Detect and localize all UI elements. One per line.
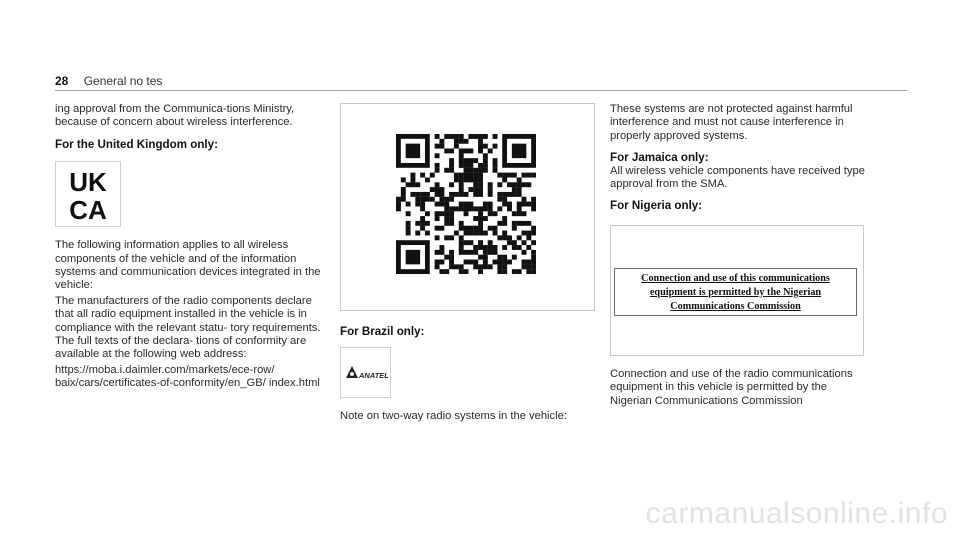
column-middle — [340, 103, 596, 426]
ukca-line1: UK — [69, 167, 107, 198]
info-paragraph: The following information applies to all wireless components of the vehicle and of the information systems and communication devices integrated in the vehicle: — [55, 239, 321, 292]
qr-code-icon — [396, 134, 536, 274]
qr-code-frame — [340, 103, 595, 311]
nigeria-label-line2: equipment is permitted by the Nigerian — [649, 286, 822, 298]
radio-note: Note on two-way radio systems in the vehicle: — [340, 410, 567, 423]
nigeria-label-frame — [610, 225, 864, 356]
intro-paragraph: ing approval from the Communica‐tions Ministry, because of concern about wireless interference. — [55, 103, 295, 129]
nigeria-text: Connection and use of the radio communications equipment in this vehicle is permitted by the Nigerian Communications Commission — [610, 367, 853, 407]
section-title: General no tes — [83, 74, 163, 88]
column-right — [610, 103, 870, 410]
watermark: carmanualsonline.info — [645, 497, 948, 530]
nigeria-label-line3: Communications Commission — [670, 300, 801, 312]
anatel-text: ANATEL — [359, 371, 389, 381]
ukca-mark-icon — [55, 161, 121, 227]
ukca-line2: CA — [69, 195, 107, 226]
interference-paragraph: These systems are not protected against harmful interference and must not cause interference in properly approved systems. — [610, 103, 853, 142]
jamaica-text: All wireless vehicle components have received type approval from the SMA. — [610, 164, 865, 191]
anatel-logo-icon — [340, 347, 391, 398]
nigeria-heading: For Nigeria only: — [610, 199, 703, 213]
column-left — [55, 103, 325, 393]
jamaica-heading: For Jamaica only: — [610, 151, 709, 165]
brazil-heading: For Brazil only: — [340, 325, 425, 338]
page-header — [55, 74, 162, 88]
header-rule — [55, 90, 907, 91]
nigeria-label-line1: Connection and use of this communications — [641, 272, 830, 284]
uk-heading: For the United Kingdom only: — [55, 137, 218, 151]
page-number: 28 — [55, 74, 69, 88]
nigeria-label — [614, 268, 857, 316]
declaration-paragraph: The manufacturers of the radio components declare that all radio equipment installed in the vehicle is in compliance with the relevant statu‐ tory requirements. The full texts of the declara‐ tions of conformity are available at the following web address: — [55, 294, 321, 361]
declaration-url: https://moba.i.daimler.com/markets/ece-row/ baix/cars/certificates-of-conformity/en_GB/ index.html — [55, 363, 320, 390]
